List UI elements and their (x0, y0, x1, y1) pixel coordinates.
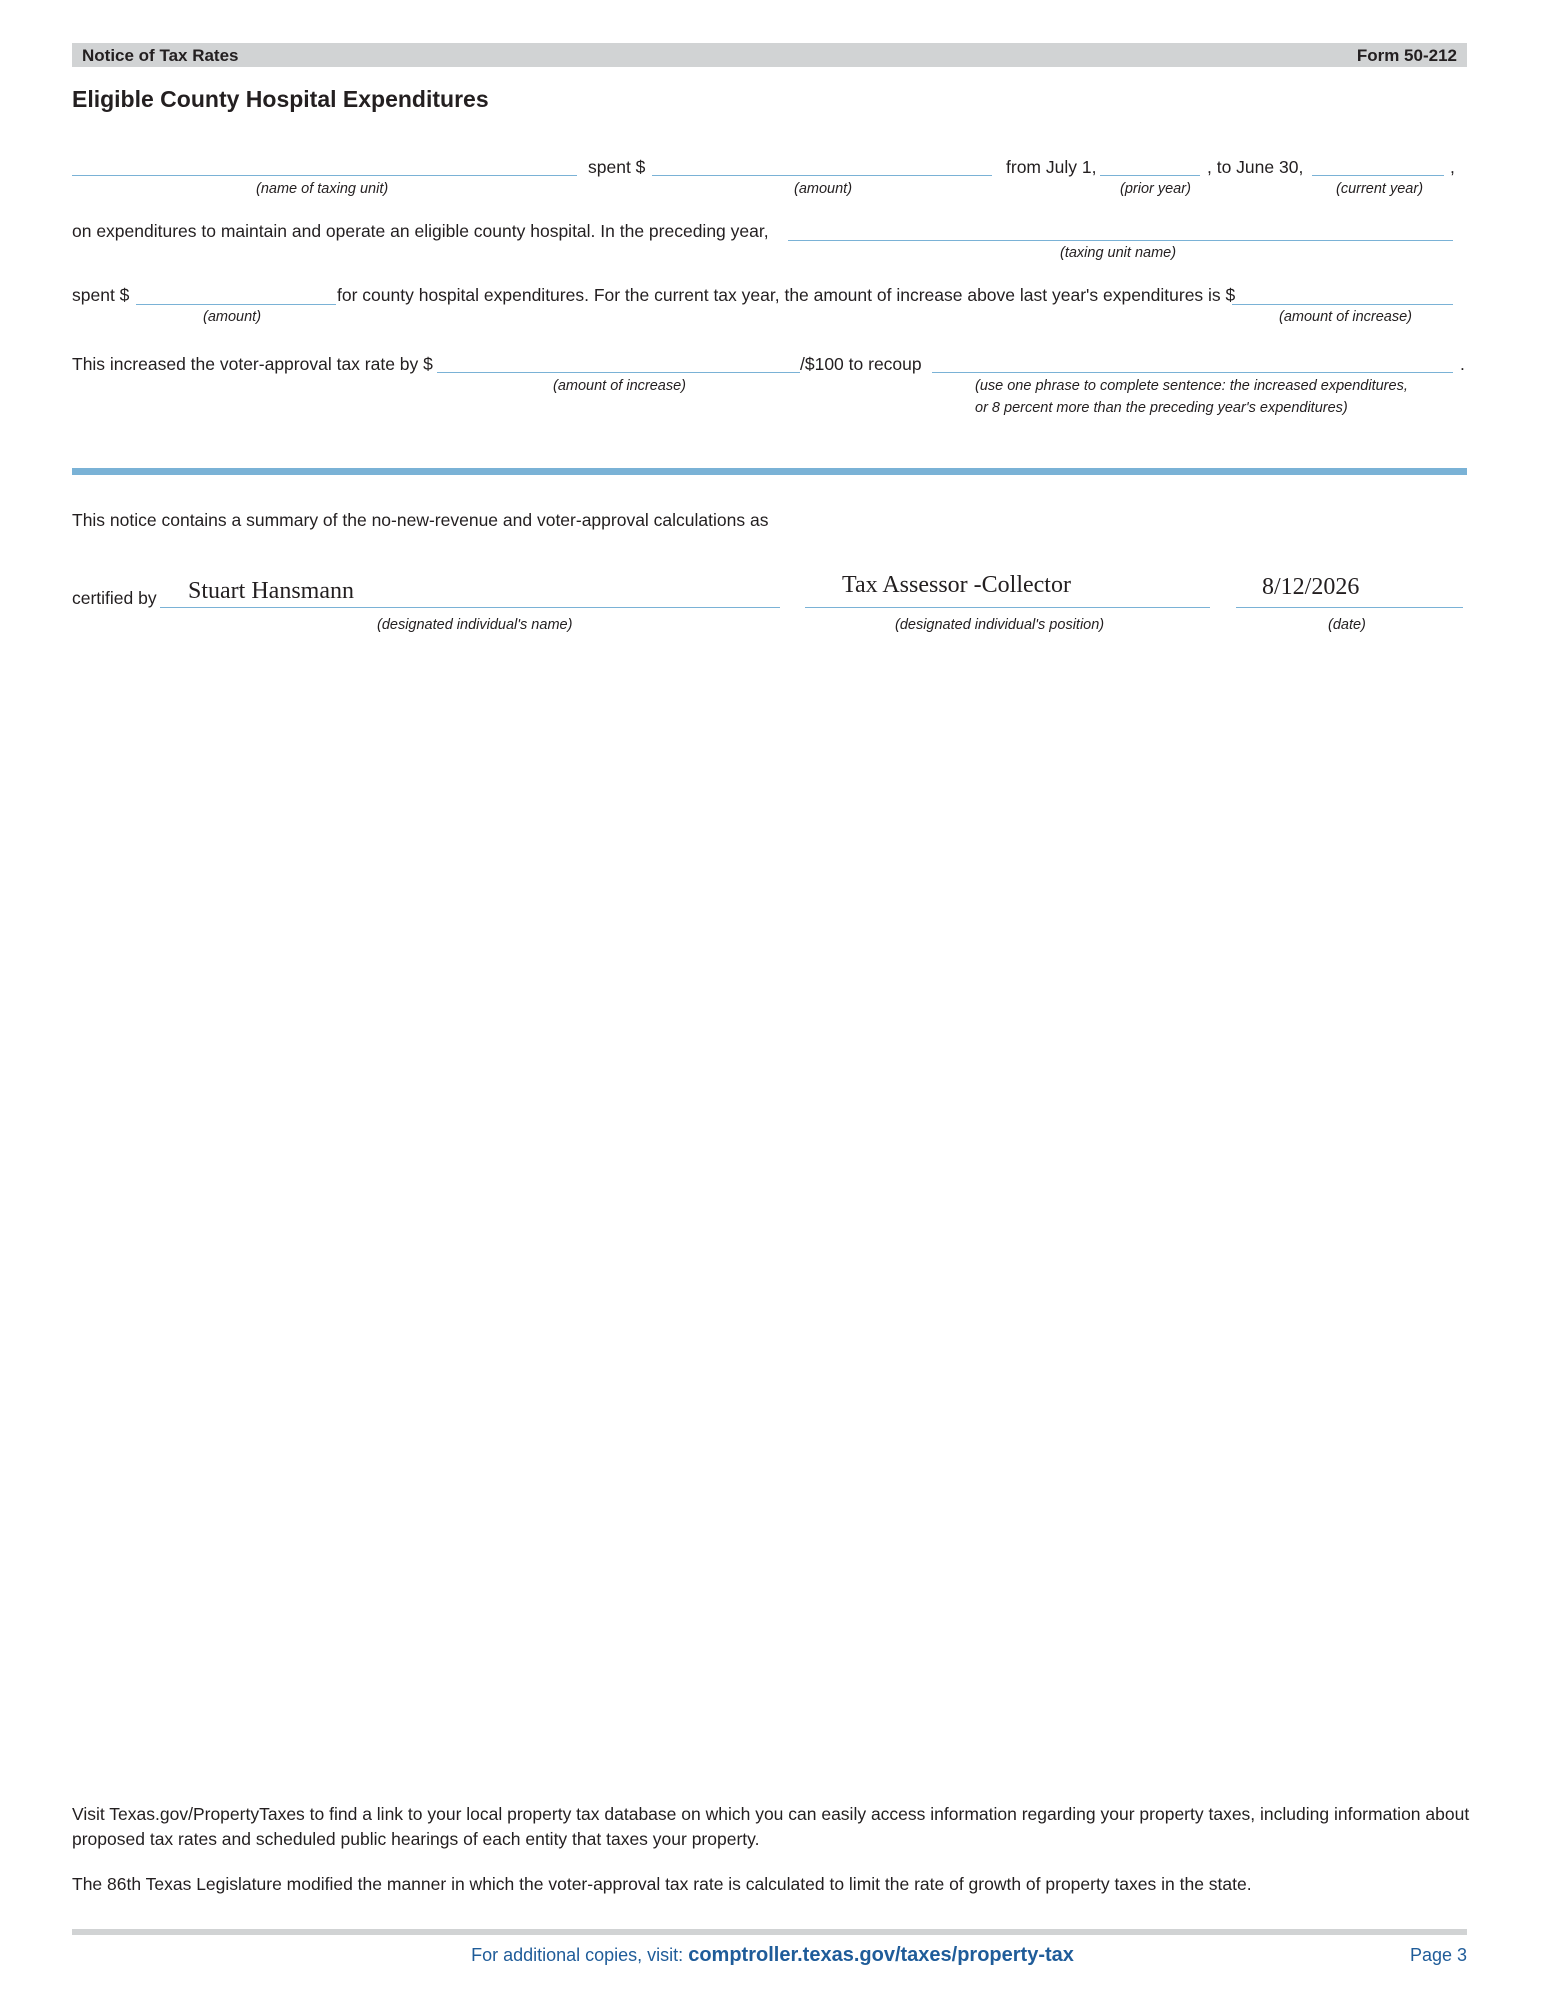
footer-paragraph-1: Visit Texas.gov/PropertyTaxes to find a link to your local property tax database on which you can easily access information regarding your property taxes, including information about proposed tax rates and scheduled public hearings of each entity that taxes your property. (72, 1804, 1470, 1849)
label-spent-2: spent $ (72, 285, 130, 305)
footer-copies (0, 1944, 1545, 1967)
text-expenditures-sentence: on expenditures to maintain and operate an eligible county hospital. In the preceding year, (72, 221, 769, 241)
caption-current-year: (current year) (1336, 181, 1424, 197)
caption-prior-year: (prior year) (1120, 181, 1191, 197)
period: . (1460, 354, 1465, 374)
current-year-field[interactable] (1312, 175, 1444, 176)
comma: , (1450, 157, 1455, 177)
caption-amount: (amount) (794, 181, 853, 197)
caption-taxing-unit-name: (name of taxing unit) (256, 181, 389, 197)
section-title: Eligible County Hospital Expenditures (72, 86, 489, 112)
certification-date: 8/12/2026 (1262, 574, 1360, 600)
caption-amount-2: (amount) (203, 309, 262, 325)
prior-year-field[interactable] (1100, 175, 1200, 176)
amount-spent-field[interactable] (652, 175, 992, 176)
copies-link[interactable]: comptroller.texas.gov/taxes/property-tax (688, 1944, 1074, 1966)
text-increased-rate: This increased the voter-approval tax rate by $ (72, 354, 433, 374)
label-spent: spent $ (588, 157, 646, 177)
certifier-position-field[interactable] (805, 607, 1210, 608)
recoup-phrase-field[interactable] (932, 372, 1453, 373)
caption-taxing-unit: (taxing unit name) (1060, 245, 1177, 261)
rate-increase-field[interactable] (437, 372, 800, 373)
caption-amount-increase: (amount of increase) (1279, 309, 1412, 325)
label-from-july: from July 1, (1006, 157, 1097, 177)
caption-designated-name: (designated individual's name) (377, 617, 573, 633)
footer-paragraph-2: The 86th Texas Legislature modified the manner in which the voter-approval tax rate is calculated to limit the rate of growth of property taxes in the state. (72, 1874, 1252, 1894)
text-hospital-sentence: for county hospital expenditures. For the current tax year, the amount of increase above last year's expenditures is $ (337, 285, 1236, 305)
summary-text: This notice contains a summary of the no-new-revenue and voter-approval calculations as (72, 510, 769, 530)
caption-designated-position: (designated individual's position) (895, 617, 1105, 633)
form-number: Form 50-212 (1356, 46, 1457, 65)
footer-divider (72, 1929, 1467, 1935)
label-to-june: , to June 30, (1207, 157, 1304, 177)
certifier-name-field[interactable] (160, 607, 780, 608)
prior-amount-field[interactable] (136, 304, 336, 305)
section-divider (72, 468, 1467, 475)
taxing-unit-name-field[interactable] (72, 175, 577, 176)
caption-date: (date) (1328, 617, 1366, 633)
taxing-unit-field-2[interactable] (788, 240, 1453, 241)
certifier-name: Stuart Hansmann (188, 578, 354, 604)
label-certified-by: certified by (72, 588, 157, 608)
label-per-100: /$100 to recoup (800, 354, 922, 374)
caption-phrase-line2: or 8 percent more than the preceding year's expenditures) (975, 400, 1348, 416)
certification-date-field[interactable] (1236, 607, 1463, 608)
caption-phrase-line1: (use one phrase to complete sentence: the increased expenditures, (975, 378, 1408, 394)
form-header-bar (72, 43, 1467, 67)
form-title: Notice of Tax Rates (82, 46, 239, 65)
certifier-position: Tax Assessor -Collector (842, 572, 1071, 598)
copies-label: For additional copies, visit: (471, 1945, 684, 1965)
page-number: Page 3 (1409, 1945, 1467, 1965)
increase-amount-field[interactable] (1232, 304, 1453, 305)
caption-amount-increase-2: (amount of increase) (553, 378, 686, 394)
